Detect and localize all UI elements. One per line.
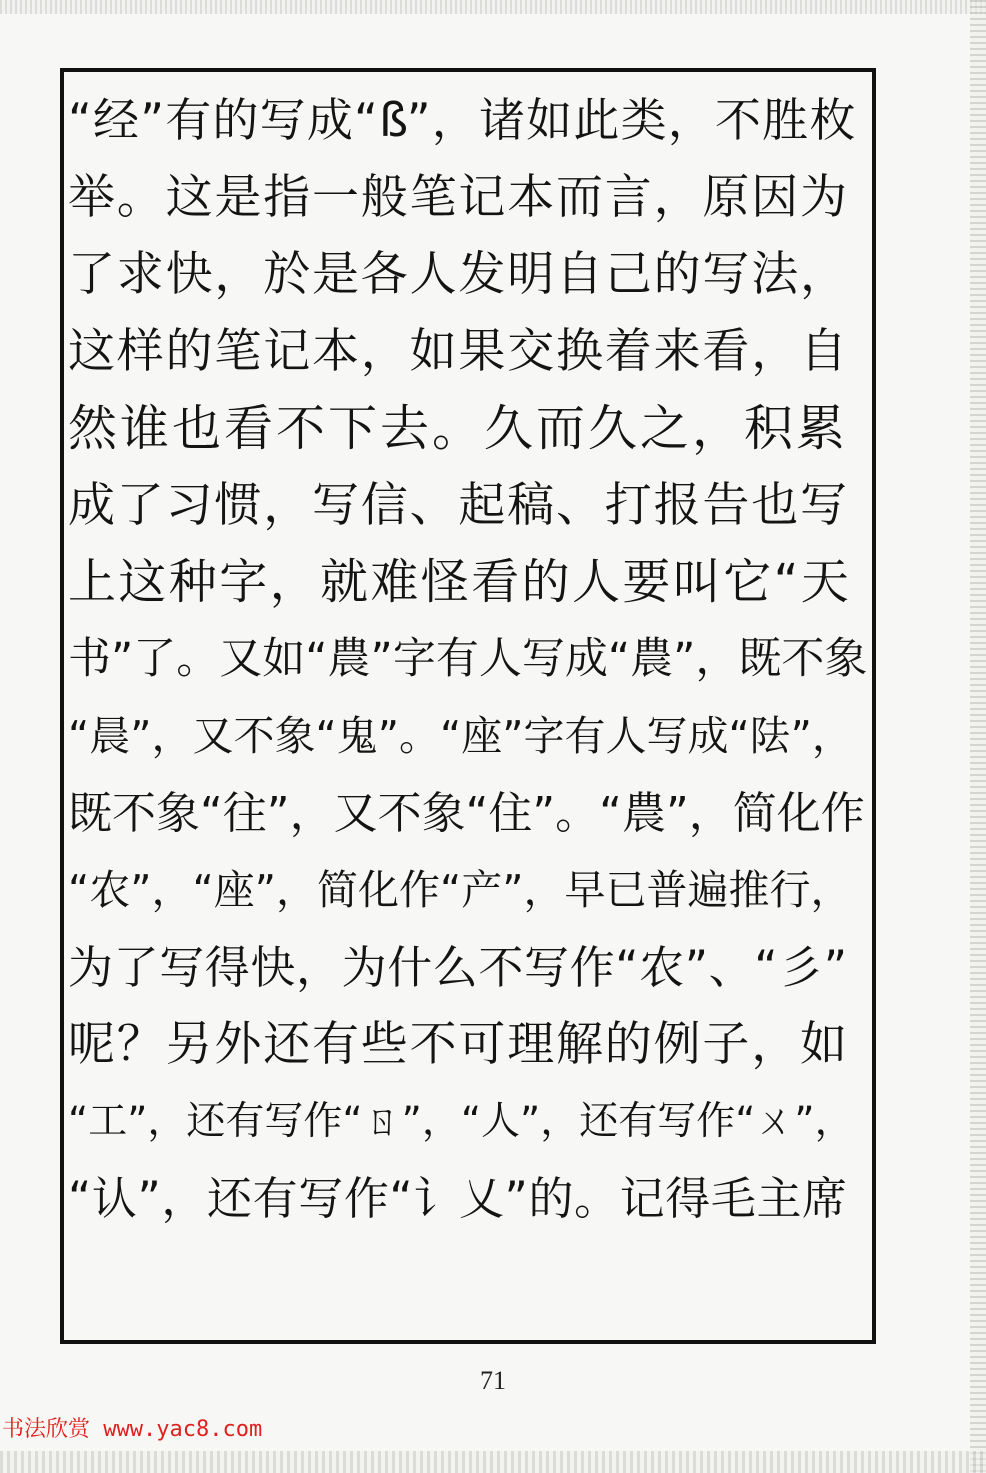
body-line-13: 呢？另外还有些不可理解的例子，如	[68, 1017, 849, 1072]
site-watermark: 书法欣赏 www.yac8.com	[2, 1417, 263, 1442]
body-line-4: 这样的笔记本，如果交换着来看，自	[68, 324, 849, 379]
scan-edge-bottom	[0, 1451, 986, 1473]
scan-edge-top	[0, 0, 986, 14]
body-line-1: “经”有的写成“ß”，诸如此类，不胜枚	[68, 93, 857, 147]
body-line-5: 然谁也看不下去。久而久之，积累	[68, 400, 849, 457]
body-line-3: 了求快，於是各人发明自己的写法，	[68, 247, 849, 302]
body-line-15: “认”，还有写作“讠乂”的。记得毛主席	[68, 1172, 848, 1225]
body-line-11: “农”，“座”，简化作“产”，早已普遍推行，	[68, 866, 852, 914]
body-line-12: 为了写得快，为什么不写作“农”、“彡”	[68, 941, 848, 994]
body-line-9: “晨”，又不象“鬼”。“座”字有人写成“阹”，	[68, 712, 853, 760]
scan-edge-right	[970, 0, 986, 1473]
body-line-7: 上这种字，就难怪看的人要叫它“天	[68, 554, 852, 610]
body-line-2: 举。这是指一般笔记本而言，原因为	[68, 170, 849, 225]
body-line-6: 成了习惯，写信、起稿、打报告也写	[68, 478, 849, 533]
page-number: 71	[480, 1366, 506, 1395]
body-line-8: 书”了。又如“農”字有人写成“農”，既不象	[68, 634, 868, 684]
body-line-10: 既不象“往”，又不象“住”。“農”，简化作	[68, 788, 865, 839]
handwritten-body-text	[68, 82, 868, 1237]
body-line-14: “工”，还有写作“ㄖ”，“人”，还有写作“ㄨ”，	[68, 1099, 854, 1144]
